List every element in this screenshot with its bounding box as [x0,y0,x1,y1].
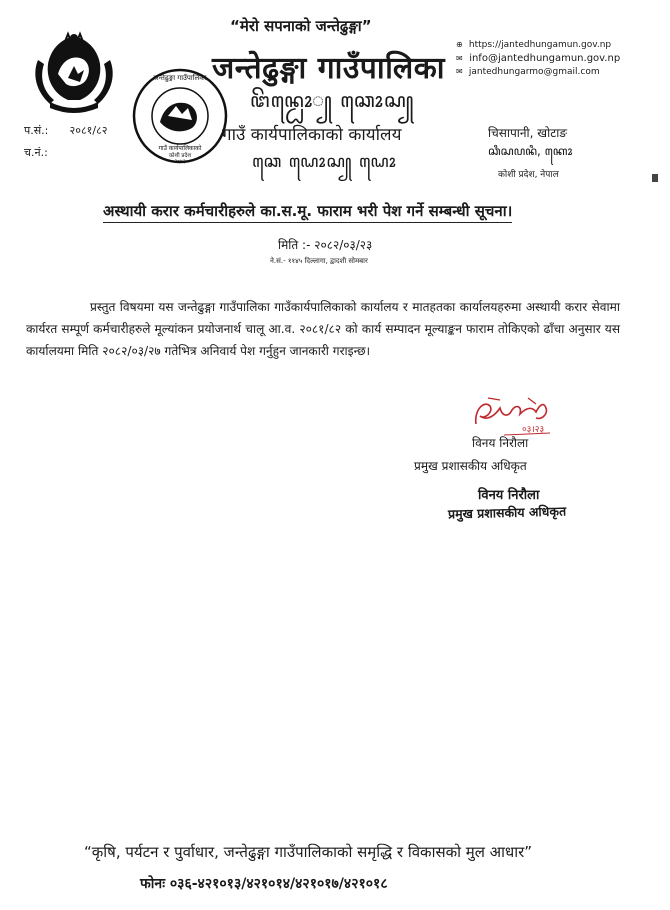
stamp-title: प्रमुख प्रशासकीय अधिकृत [447,503,567,522]
patra-sankhya-value: २०८१/८२ [69,124,108,137]
slogan: “मेरो सपनाको जन्तेढुङ्गा” [230,17,372,35]
contact-block [456,38,620,79]
office-name: गाउँ कार्यपालिकाको कार्यालय [222,125,402,145]
address-line: चिसापानी, खोटाङ [488,126,567,140]
footer-phone: फोनः ०३६-४२१०१३/४२१०१४/४२१०१७/४२१०१८ [140,876,388,892]
stamp-name: विनय निरौला [478,488,540,503]
reference-numbers [24,120,108,164]
globe-icon: ⊕ [456,40,463,49]
website-row [456,38,620,52]
municipality-name: जन्तेढुङ्गा गाउँपालिका [212,51,446,86]
seal-text: जन्तेढुङ्गा गाउँपालिका [153,74,207,82]
mail-icon: ✉ [456,54,463,63]
website-link[interactable]: https://jantedhungamun.gov.np [468,40,612,50]
edge-mark [652,174,658,182]
patra-sankhya-label: प.सं.: [24,124,49,137]
handwritten-signature-icon [470,394,560,436]
notice-body [26,296,620,362]
address-province: कोशी प्रदेश, नेपाल [498,170,559,180]
patra-sankhya-row [24,120,108,142]
notice-subject: अस्थायी करार कर्मचारीहरुले का.स.मू. फाराम भरी पेश गर्ने सम्बन्धी सूचना। [103,201,512,223]
notice-body-text: प्रस्तुत विषयमा यस जन्तेढुङ्गा गाउँपालिका गाउँकार्यपालिकाको कार्यालय र मातहतका कार्यालयहरुमा अस्थायी करार सेवामा कार्यरत सम्पूर्ण कर्मचारीहरुले मूल्यांकन प्रयोजनार्थ चालू आ.व. २०८१/८२ को कार्य सम्पादन मूल्याङ्कन फाराम तोकिएको ढाँचा अनुसार यस कार्यालयमा मिति २०८२/०३/२७ गतेभित्र अनिवार्य पेश गर्नुहुन जानकारी गराइन्छ। [26,300,620,358]
nepal-sambat-date: ने.सं.- ११४५ दिल्लागा, द्वादशी सोमबार [270,257,368,265]
chalani-number-label: च.नं.: [24,146,48,159]
signatory-name: विनय निरौला [472,436,529,450]
municipality-name-script: ꦜꦼꦤ꧀ꦝꦺꦴ꧀ ꦕꦺꦴꦱ꧀ [250,88,415,112]
email-link-primary[interactable]: info@jantedhungamun.gov.np [469,53,621,64]
seal-line-province: कोशी प्रदेश [168,153,192,159]
signature-date: ०३।२३ [522,425,545,435]
office-name-script: ꦕꦺ ꦝꦺꦴꦱ꧀ ꦝꦺꦴ [252,152,397,172]
nepal-emblem-icon [28,30,120,116]
seal-line-office: गाउँ कार्यपालिकाको [158,145,202,152]
address-line-script: ꦕꦶꦱꦥꦤꦶ, ꦏꦺꦴ [488,144,573,158]
email-link-secondary[interactable]: jantedhungarmo@gmail.com [468,67,600,77]
office-address [488,124,572,184]
email-row-primary [456,52,620,65]
mail-icon: ✉ [456,67,463,76]
seal-line-year: २०७३ [174,159,186,165]
email-row-secondary [456,65,620,79]
footer-motto: “कृषि, पर्यटन र पुर्वाधार, जन्तेढुङ्गा गाउँपालिकाको समृद्धि र विकासको मुल आधार” [84,843,533,861]
notice-date: मिति :- २०८२/०३/२३ [278,238,373,252]
chalani-number-row [24,142,108,164]
signatory-title: प्रमुख प्रशासकीय अधिकृत [414,459,527,473]
